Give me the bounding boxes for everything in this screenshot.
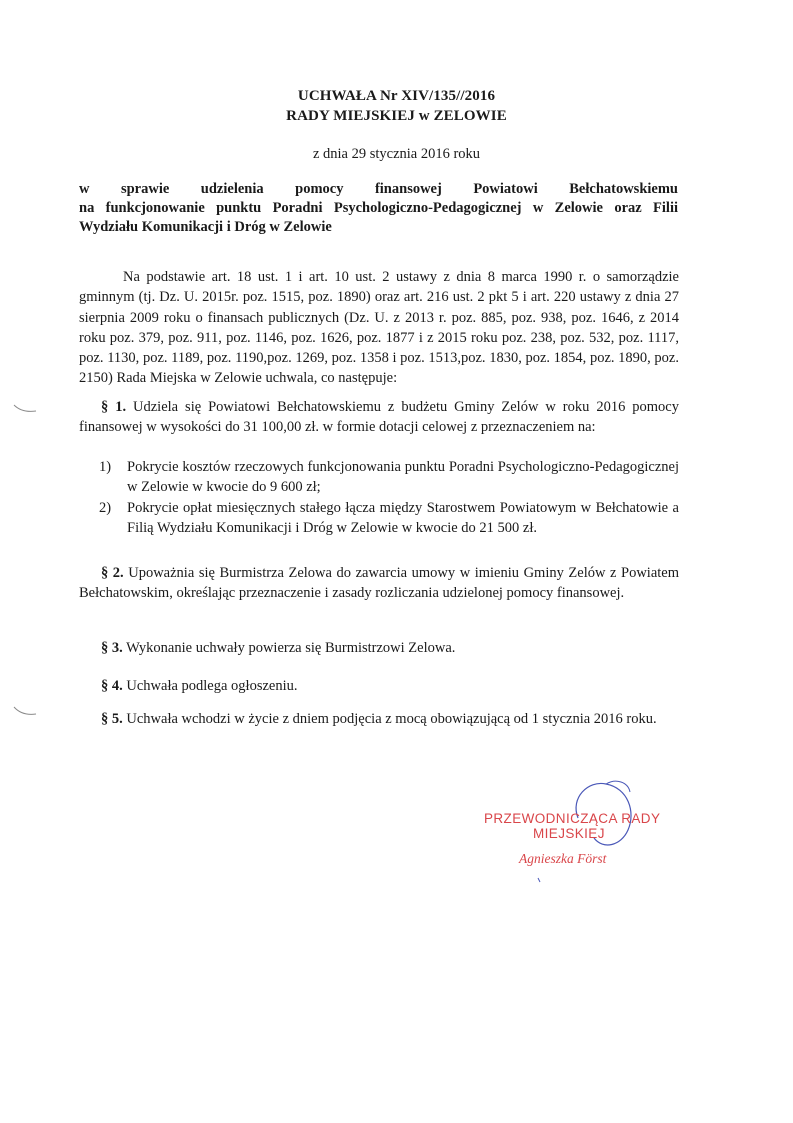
subject-line-1: w sprawie udzielenia pomocy finansowej Powiatowi Bełchatowskiemu	[79, 181, 678, 197]
paragraph-1	[79, 397, 679, 438]
list-item-text: Pokrycie opłat miesięcznych stałego łącza między Starostwem Powiatowym w Bełchatowie a Filią Wydziału Komunikacji i Dróg w Zelowie w kwocie do 21 500 zł.	[127, 499, 679, 536]
council-name: RADY MIEJSKIEJ w ZELOWIE	[286, 108, 507, 124]
paragraph-text: Wykonanie uchwały powierza się Burmistrzowi Zelowa.	[122, 640, 456, 656]
paragraph-symbol: § 4.	[101, 678, 123, 694]
margin-tick-icon	[12, 705, 38, 719]
resolution-date: z dnia 29 stycznia 2016 roku	[312, 146, 481, 162]
list-item-number: 1)	[99, 459, 112, 475]
paragraph-4	[79, 676, 679, 696]
resolution-number: UCHWAŁA Nr XIV/135//2016	[297, 88, 496, 104]
stamp-signatory-name: Agnieszka Först	[519, 851, 607, 866]
paragraph-symbol: § 1.	[101, 399, 127, 415]
allocation-list	[79, 457, 679, 538]
paragraph-text: Uchwała podlega ogłoszeniu.	[122, 678, 298, 694]
paragraph-3	[79, 638, 679, 658]
stamp-subtitle: MIEJSKIEJ	[533, 826, 605, 841]
margin-mark-bottom	[12, 705, 38, 724]
paragraph-text: Udziela się Powiatowi Bełchatowskiemu z budżetu Gminy Zelów w roku 2016 pomocy finansowej w wysokości do 31 100,00 zł. w formie dotacji celowej z przeznaczeniem na:	[79, 399, 679, 436]
stamp-title: PRZEWODNICZĄCA RADY	[484, 811, 661, 826]
margin-tick-icon	[12, 403, 38, 415]
paragraph-5	[79, 709, 679, 729]
list-item-text: Pokrycie kosztów rzeczowych funkcjonowania punktu Poradni Psychologiczno-Pedagogicznej w Zelowie w kwocie do 9 600 zł;	[127, 459, 679, 496]
list-item-number: 2)	[99, 499, 112, 516]
paragraph-2	[79, 563, 679, 604]
paragraph-symbol: § 2.	[101, 565, 124, 581]
legal-basis-preamble: Na podstawie art. 18 ust. 1 i art. 10 ust. 2 ustawy z dnia 8 marca 1990 r. o samorządzie gminnym (tj. Dz. U. 2015r. poz. 1515, poz. 1890) oraz art. 216 ust. 2 pkt 5 i art. 220 ustawy z dnia 27 sierpnia 2009 roku o finansach publicznych (Dz. U. z 2013 r. poz. 885, poz. 938, poz. 1646, z 2014 roku poz. 379, poz. 911, poz. 1146, poz. 1626, poz. 1877 i z 2015 roku poz. 238, poz. 532, poz. 1117, poz. 1130, poz. 1189, poz. 1190,poz. 1269, poz. 1358 i poz. 1513,poz. 1830, poz. 1854, poz. 1890, poz. 2150) Rada Miejska w Zelowie uchwala, co następuje:	[79, 269, 679, 387]
chairperson-stamp	[478, 778, 678, 888]
list-item	[79, 457, 679, 498]
paragraph-symbol: § 3.	[101, 640, 123, 656]
margin-mark-top	[12, 402, 38, 420]
subject-rest: na funkcjonowanie punktu Poradni Psychologiczno-Pedagogicznej w Zelowie oraz Filii Wydziału Komunikacji i Dróg w Zelowie	[79, 200, 678, 235]
paragraph-text: Upoważnia się Burmistrza Zelowa do zawarcia umowy w imieniu Gminy Zelów z Powiatem Bełchatowskim, określając przeznaczenie i zasady rozliczania udzielonej pomocy finansowej.	[79, 565, 680, 602]
resolution-header	[0, 86, 793, 126]
resolution-subject	[79, 180, 678, 237]
paragraph-text: Uchwała wchodzi w życie z dniem podjęcia z mocą obowiązującą od 1 stycznia 2016 roku.	[122, 711, 657, 727]
paragraph-symbol: § 5.	[101, 711, 123, 727]
list-item	[79, 498, 679, 539]
